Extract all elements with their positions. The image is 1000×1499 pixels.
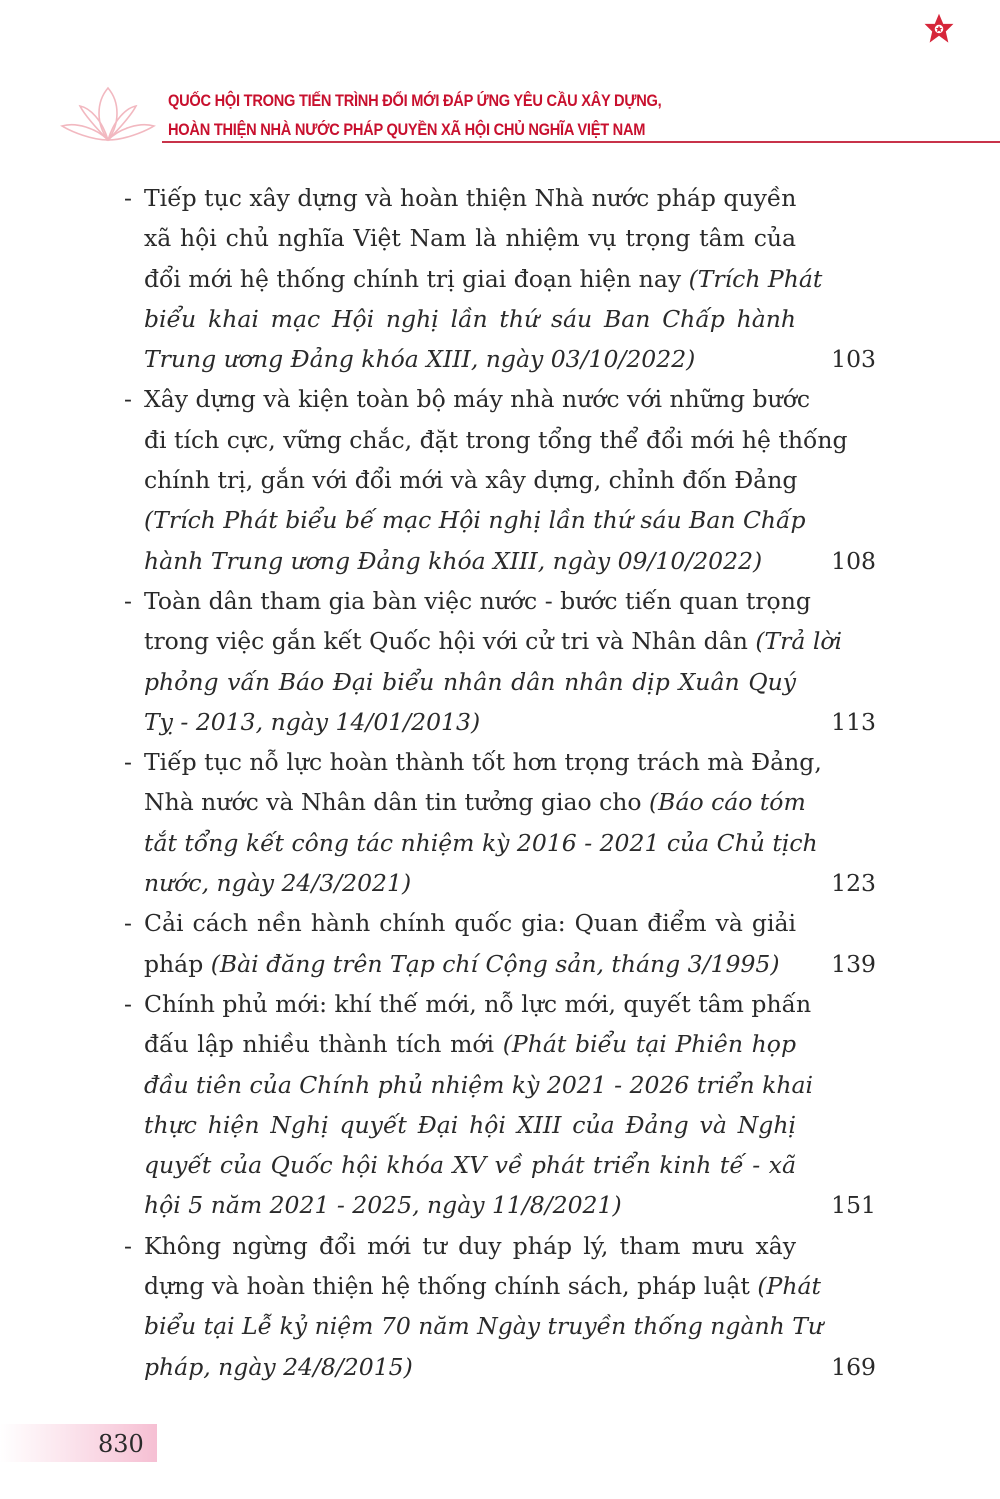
list-dash: -	[124, 1231, 132, 1260]
list-dash: -	[124, 748, 132, 777]
toc-entry-line	[124, 863, 876, 903]
toc-entry-source: thực hiện Nghị quyết Đại hội XIII của Đảng và Nghị	[144, 1110, 796, 1139]
toc-entry[interactable]	[124, 581, 876, 742]
running-header-line-1: QUỐC HỘI TRONG TIẾN TRÌNH ĐỔI MỚI ĐÁP ỨNG YÊU CẦU XÂY DỰNG,	[168, 91, 662, 110]
lotus-icon	[58, 84, 158, 146]
toc-entry-title: đi tích cực, vững chắc, đặt trong tổng thể đổi mới hệ thống	[144, 425, 848, 454]
toc-entry-title: Xây dựng và kiện toàn bộ máy nhà nước với những bước	[144, 385, 810, 414]
page-number: 830	[98, 1430, 144, 1458]
list-dash: -	[124, 909, 132, 938]
toc-entry-title: Nhà nước và Nhân dân tin tưởng giao cho	[144, 788, 649, 817]
toc-entry-line	[124, 460, 876, 500]
toc-entry[interactable]	[124, 742, 876, 903]
toc-entry-line	[124, 903, 876, 943]
toc-page-number: 113	[831, 707, 876, 736]
toc-entry[interactable]	[124, 903, 876, 984]
toc-entry-line	[124, 541, 876, 581]
toc-entry-title: Tiếp tục xây dựng và hoàn thiện Nhà nước pháp quyền	[144, 184, 797, 212]
toc-entry-source: biểu khai mạc Hội nghị lần thứ sáu Ban Chấp hành	[144, 304, 796, 333]
toc-entry-line	[124, 420, 876, 460]
toc-entry-line	[124, 742, 876, 782]
toc-entry-line	[124, 1306, 876, 1346]
toc-page-number: 169	[831, 1352, 876, 1381]
star-emblem-icon	[922, 12, 956, 46]
toc-entry-title: Không ngừng đổi mới tư duy pháp lý, tham mưu xây	[144, 1231, 796, 1260]
toc-entry-source: hội 5 năm 2021 - 2025, ngày 11/8/2021)	[144, 1191, 622, 1220]
toc-entry-title: chính trị, gắn với đổi mới và xây dựng, chỉnh đốn Đảng	[144, 466, 798, 495]
list-dash: -	[124, 385, 132, 414]
header-divider	[162, 141, 1000, 143]
running-header	[168, 86, 770, 144]
toc-page-number: 139	[831, 949, 876, 978]
toc-entry[interactable]	[124, 984, 876, 1226]
toc-entry-line	[124, 1266, 876, 1306]
toc-entry-title: Toàn dân tham gia bàn việc nước - bước tiến quan trọng	[144, 586, 811, 615]
toc-entry-line	[124, 984, 876, 1024]
toc-entry-line	[124, 299, 876, 339]
toc-entry-source: phỏng vấn Báo Đại biểu nhân dân nhân dịp Xuân Quý	[144, 667, 796, 696]
toc-entry[interactable]	[124, 379, 876, 580]
toc-entry-line	[124, 1347, 876, 1387]
toc-page-number: 123	[831, 869, 876, 898]
toc-entry-source: tắt tổng kết công tác nhiệm kỳ 2016 - 2021 của Chủ tịch	[144, 828, 818, 857]
toc-entry-source: quyết của Quốc hội khóa XV về phát triển kinh tế - xã	[144, 1151, 796, 1180]
toc-entry-title: đấu lập nhiều thành tích mới	[144, 1030, 503, 1059]
toc-entry-source: pháp, ngày 24/8/2015)	[144, 1352, 413, 1381]
toc-entry-line	[124, 782, 876, 822]
toc-entry-source: (Báo cáo tóm	[649, 788, 806, 817]
toc-entry-line	[124, 581, 876, 621]
toc-entry-line	[124, 178, 876, 218]
toc-entry-line	[124, 1065, 876, 1105]
toc-entry-line	[124, 218, 876, 258]
toc-entry-line	[124, 1024, 876, 1064]
toc-entry-line	[124, 1226, 876, 1266]
toc-entry-source: (Phát	[757, 1272, 821, 1301]
list-dash: -	[124, 184, 132, 212]
list-dash: -	[124, 586, 132, 615]
toc-entry-line	[124, 379, 876, 419]
toc-entry-source: biểu tại Lễ kỷ niệm 70 năm Ngày truyền thống ngành Tư	[144, 1312, 824, 1341]
toc-entry-line	[124, 339, 876, 379]
toc-entry-line	[124, 944, 876, 984]
toc-entry-line	[124, 1105, 876, 1145]
toc-entry-source: đầu tiên của Chính phủ nhiệm kỳ 2021 - 2026 triển khai	[144, 1070, 814, 1099]
toc-entry-title: trong việc gắn kết Quốc hội với cử tri và Nhân dân	[144, 627, 756, 656]
toc-page-number: 151	[831, 1191, 876, 1220]
toc-entry-title: đổi mới hệ thống chính trị giai đoạn hiện nay	[144, 264, 689, 293]
toc-entry-title: dựng và hoàn thiện hệ thống chính sách, pháp luật	[144, 1272, 758, 1301]
toc-entry-source: Tỵ - 2013, ngày 14/01/2013)	[144, 707, 481, 736]
toc-entry-source: hành Trung ương Đảng khóa XIII, ngày 09/10/2022)	[144, 546, 763, 575]
toc-entry-title: Tiếp tục nỗ lực hoàn thành tốt hơn trọng trách mà Đảng,	[144, 748, 822, 777]
toc-entry-line	[124, 1185, 876, 1225]
toc-entry-source: Trung ương Đảng khóa XIII, ngày 03/10/2022)	[144, 345, 696, 374]
toc-entry[interactable]	[124, 1226, 876, 1387]
toc-entry-line	[124, 1145, 876, 1185]
toc-entry-line	[124, 259, 876, 299]
toc-entry-source: nước, ngày 24/3/2021)	[144, 869, 412, 898]
toc-entry-title: xã hội chủ nghĩa Việt Nam là nhiệm vụ trọng tâm của	[144, 224, 796, 253]
toc-entry-line	[124, 702, 876, 742]
toc-entry-source: (Trả lời	[755, 627, 843, 656]
toc-entry-title: Chính phủ mới: khí thế mới, nỗ lực mới, quyết tâm phấn	[144, 989, 812, 1018]
toc-entry-line	[124, 823, 876, 863]
toc-entry-title: pháp	[144, 949, 211, 978]
toc-entry[interactable]	[124, 178, 876, 379]
toc-entry-source: (Trích Phát	[688, 264, 823, 293]
table-of-contents	[124, 178, 876, 1387]
toc-entry-line	[124, 500, 876, 540]
list-dash: -	[124, 989, 132, 1018]
toc-page-number: 103	[831, 345, 876, 374]
toc-entry-line	[124, 662, 876, 702]
toc-entry-source: (Trích Phát biểu bế mạc Hội nghị lần thứ sáu Ban Chấp	[144, 506, 806, 535]
toc-entry-source: (Phát biểu tại Phiên họp	[502, 1030, 796, 1059]
toc-page-number: 108	[831, 546, 876, 575]
toc-entry-source: (Bài đăng trên Tạp chí Cộng sản, tháng 3/1995)	[210, 949, 780, 978]
toc-entry-title: Cải cách nền hành chính quốc gia: Quan điểm và giải	[144, 909, 796, 938]
running-header-line-2: HOÀN THIỆN NHÀ NƯỚC PHÁP QUYỀN XÃ HỘI CHỦ NGHĨA VIỆT NAM	[168, 120, 646, 139]
toc-entry-line	[124, 621, 876, 661]
